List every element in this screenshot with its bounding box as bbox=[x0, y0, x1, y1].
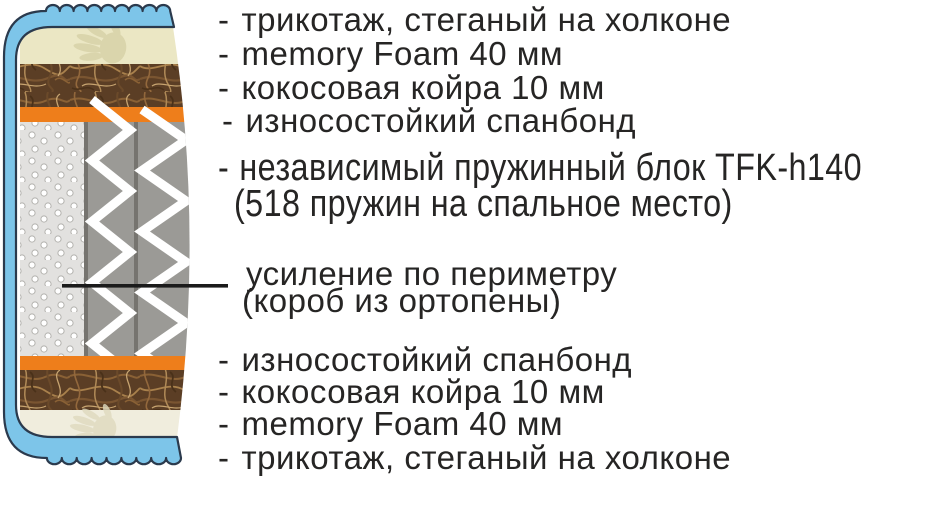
bullet-dash: - bbox=[218, 373, 230, 410]
label-text: кокосовая койра 10 мм bbox=[241, 373, 605, 410]
label-memory-foam-top bbox=[218, 36, 563, 72]
bullet-dash: - bbox=[218, 405, 230, 442]
label-knit-top bbox=[218, 2, 731, 38]
label-text: износостойкий спанбонд bbox=[241, 341, 633, 378]
bullet-dash: - bbox=[218, 35, 230, 72]
label-text: трикотаж, стеганый на холконе bbox=[241, 1, 732, 38]
label-text: кокосовая койра 10 мм bbox=[241, 69, 605, 106]
label-text: memory Foam 40 мм bbox=[241, 35, 564, 72]
label-coir-top bbox=[218, 70, 605, 106]
label-text: memory Foam 40 мм bbox=[241, 405, 564, 442]
label-memory-foam-bottom bbox=[218, 406, 563, 442]
label-text: (518 пружин на спальное место) bbox=[234, 183, 733, 225]
spring-divider bbox=[134, 122, 138, 356]
label-text: независимый пружинный блок TFK-h140 bbox=[239, 147, 863, 189]
spunbond-bottom-strip bbox=[20, 356, 210, 370]
coir-top-layer bbox=[20, 64, 210, 107]
label-text: износостойкий спанбонд bbox=[245, 102, 637, 139]
label-knit-bottom bbox=[218, 440, 731, 476]
label-perimeter-box bbox=[242, 283, 561, 319]
bullet-dash: - bbox=[222, 102, 234, 139]
mattress-cross-section-diagram bbox=[0, 0, 240, 513]
bullet-dash: - bbox=[218, 69, 230, 106]
perimeter-leader-line bbox=[62, 284, 228, 288]
label-text: (короб из ортопены) bbox=[242, 282, 562, 319]
coir-bottom-layer bbox=[20, 370, 210, 410]
label-spring-count bbox=[234, 183, 733, 225]
bullet-dash: - bbox=[218, 147, 230, 189]
label-text: трикотаж, стеганый на холконе bbox=[241, 439, 732, 476]
bullet-dash: - bbox=[218, 341, 230, 378]
spring-divider bbox=[84, 122, 88, 356]
perimeter-foam-dots bbox=[20, 122, 84, 356]
bullet-dash: - bbox=[218, 439, 230, 476]
label-text: усиление по периметру bbox=[246, 255, 618, 292]
bullet-dash: - bbox=[218, 1, 230, 38]
label-spunbond-top bbox=[222, 103, 636, 139]
mattress-layers bbox=[20, 12, 210, 449]
